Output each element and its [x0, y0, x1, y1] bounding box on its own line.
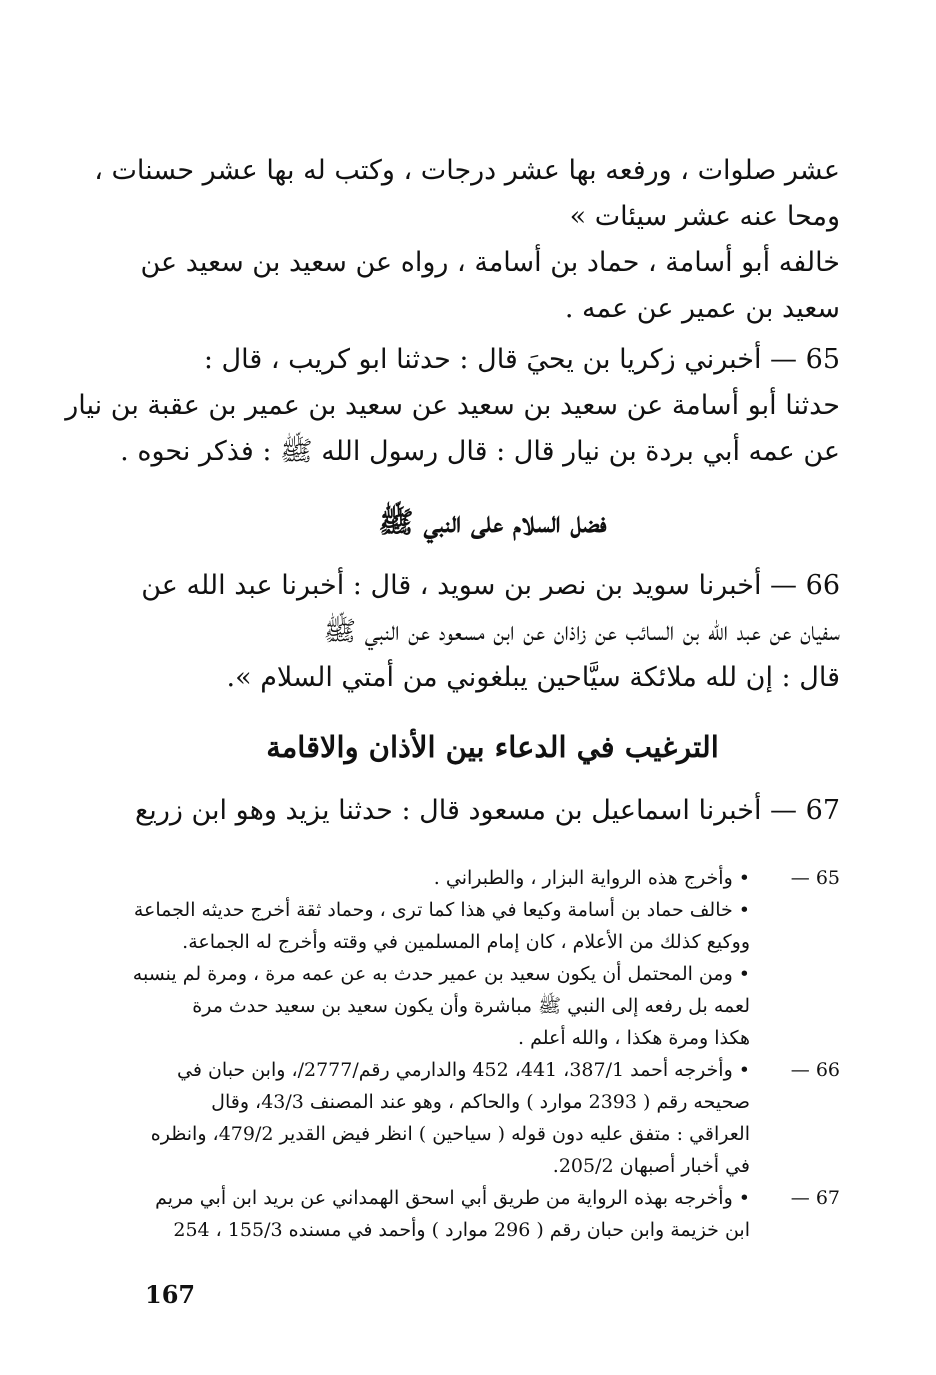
text-line: سعيد بن عمير عن عمه . [564, 293, 840, 324]
footnote-line: • وأخرج هذه الرواية البزار ، والطبراني . [433, 867, 750, 889]
footnote-line: ووكيع كذلك من الأعلام ، كان إمام المسلمين في وقته وأخرج له الجماعة. [182, 931, 750, 953]
footnote-number: 66 — [790, 1059, 840, 1081]
section-heading: فضل السلام على النبي ﷺ [378, 505, 607, 539]
footnote-65 [132, 862, 840, 1054]
footnote-line: • وأخرجه بهذه الرواية من طريق أبي اسحق الهمداني عن بريد ابن أبي مريم [155, 1187, 750, 1209]
footnote-line: • وأخرجه أحمد 387/1، 441، 452 والدارمي رقم/2777/، وابن حبان في [177, 1059, 750, 1081]
footnote-line: ابن خزيمة وابن حبان رقم ( 296 موارد ) وأحمد في مسنده 155/3 ، 254 [173, 1219, 750, 1241]
footnote-67 [145, 1182, 840, 1246]
footnote-number: 67 — [790, 1187, 840, 1209]
hadith-65 [65, 337, 840, 475]
footnote-line: في أخبار أصبهان 205/2. [552, 1155, 750, 1177]
text-line: قال : إن لله ملائكة سيَّاحين يبلغوني من أمتي السلام ». [226, 662, 840, 693]
hadith-67 [134, 788, 840, 834]
text-line: 65 — أخبرني زكريا بن يحيَ قال : حدثنا ابو كريب ، قال : [203, 344, 840, 375]
footnote-line: لعمه بل رفعه إلى النبي ﷺ مباشرة وأن يكون سعيد بن سعيد حدث مرة [192, 995, 750, 1017]
text-line: سفيان عن عبد الله بن السائب عن زاذان عن ابن مسعود عن النبي ﷺ [323, 616, 840, 647]
hadith-66 [141, 563, 840, 701]
footnote-line: العراقي : متفق عليه دون قوله ( سياحين ) انظر فيض القدير 479/2، وانظره [150, 1123, 750, 1145]
text-line: 66 — أخبرنا سويد بن نصر بن سويد ، قال : أخبرنا عبد الله عن [141, 570, 840, 601]
text-line: عن عمه أبي بردة بن نيار قال : قال رسول الله ﷺ : فذكر نحوه . [120, 436, 840, 467]
text-line: ومحا عنه عشر سيئات » [569, 201, 840, 232]
footnote-line: صحيحه رقم ( 2393 موارد ) والحاكم ، وهو عند المصنف 43/3، وقال [211, 1091, 750, 1113]
section-heading: الترغيب في الدعاء بين الأذان والاقامة [266, 730, 719, 764]
page-number: 167 [145, 1280, 196, 1309]
paragraph-continuation [94, 148, 840, 332]
text-line: خالفه أبو أسامة ، حماد بن أسامة ، رواه عن سعيد بن سعيد عن [140, 247, 840, 278]
footnote-line: • خالف حماد بن أسامة وكيعا في هذا كما ترى ، وحماد ثقة أخرج حديثه الجماعة [133, 899, 750, 921]
footnote-line: هكذا ومرة هكذا ، والله أعلم . [518, 1027, 750, 1049]
footnote-66 [145, 1054, 840, 1182]
footnote-line: • ومن المحتمل أن يكون سعيد بن عمير حدث به عن عمه مرة ، ومرة لم ينسبه [132, 963, 750, 985]
text-line: حدثنا أبو أسامة عن سعيد بن سعيد عن سعيد بن عمير بن عقبة بن نيار [65, 390, 840, 421]
footnotes [132, 862, 840, 1246]
footnote-number: 65 — [790, 867, 840, 889]
text-line: عشر صلوات ، ورفعه بها عشر درجات ، وكتب له بها عشر حسنات ، [94, 155, 840, 186]
text-line: 67 — أخبرنا اسماعيل بن مسعود قال : حدثنا يزيد وهو ابن زريع [134, 795, 840, 826]
